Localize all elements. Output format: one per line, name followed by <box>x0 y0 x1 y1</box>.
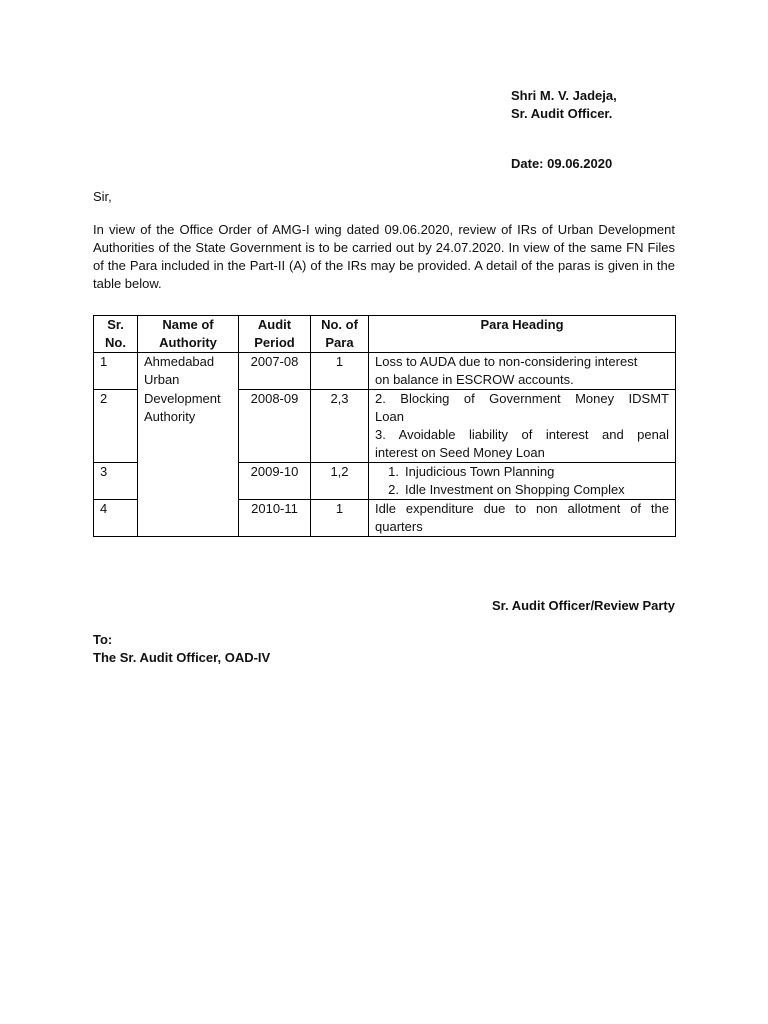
cell-no-of-para: 1,2 <box>311 463 369 500</box>
cell-para-heading: 2. Blocking of Government Money IDSMT Loan 3. Avoidable liability of interest and penal interest on Seed Money Loan <box>369 390 676 463</box>
cell-no-of-para: 2,3 <box>311 390 369 463</box>
sender-block <box>511 87 617 123</box>
header-para-heading: Para Heading <box>369 316 676 353</box>
cell-no-of-para: 1 <box>311 500 369 537</box>
cell-audit-period: 2009-10 <box>239 463 311 500</box>
list-item: 1. Injudicious Town Planning <box>388 464 555 479</box>
recipient: The Sr. Audit Officer, OAD-IV <box>93 650 271 665</box>
cell-para-heading <box>369 463 676 500</box>
letter-date: Date: 09.06.2020 <box>511 156 613 171</box>
cell-sr: 3 <box>94 463 138 500</box>
table-row <box>94 463 676 500</box>
body-paragraph: In view of the Office Order of AMG-I wing dated 09.06.2020, review of IRs of Urban Development Authorities of the State Government is to be carried out by 24.07.2020. In view of the same FN Files of the Para included in the Part-II (A) of the IRs may be provided. A detail of the paras is given in the table below. <box>93 222 675 291</box>
sender-name: Shri M. V. Jadeja, <box>511 88 617 103</box>
cell-authority: Development Authority <box>138 390 239 463</box>
cell-sr: 1 <box>94 353 138 390</box>
to-label: To: <box>93 632 113 647</box>
cell-audit-period: 2008-09 <box>239 390 311 463</box>
cell-audit-period: 2007-08 <box>239 353 311 390</box>
paras-table <box>93 315 676 537</box>
table-header-row <box>94 316 676 353</box>
cell-para-heading: Loss to AUDA due to non-considering interest on balance in ESCROW accounts. <box>369 353 676 390</box>
header-audit-period: Audit Period <box>239 316 311 353</box>
cell-authority <box>138 500 239 537</box>
cell-authority <box>138 463 239 500</box>
cell-sr: 4 <box>94 500 138 537</box>
cell-audit-period: 2010-11 <box>239 500 311 537</box>
cell-authority: Ahmedabad Urban <box>138 353 239 390</box>
table-row <box>94 500 676 537</box>
cell-sr: 2 <box>94 390 138 463</box>
sender-designation: Sr. Audit Officer. <box>511 106 613 121</box>
table-row <box>94 353 676 390</box>
header-sr-no: Sr. No. <box>94 316 138 353</box>
header-name-of-authority: Name of Authority <box>138 316 239 353</box>
table-row <box>94 390 676 463</box>
recipient-block <box>93 631 270 667</box>
header-no-of-para: No. of Para <box>311 316 369 353</box>
cell-para-heading: Idle expenditure due to non allotment of the quarters <box>369 500 676 537</box>
cell-no-of-para: 1 <box>311 353 369 390</box>
salutation: Sir, <box>93 189 112 204</box>
list-item: 2. Idle Investment on Shopping Complex <box>388 482 625 497</box>
signoff: Sr. Audit Officer/Review Party <box>491 598 675 613</box>
